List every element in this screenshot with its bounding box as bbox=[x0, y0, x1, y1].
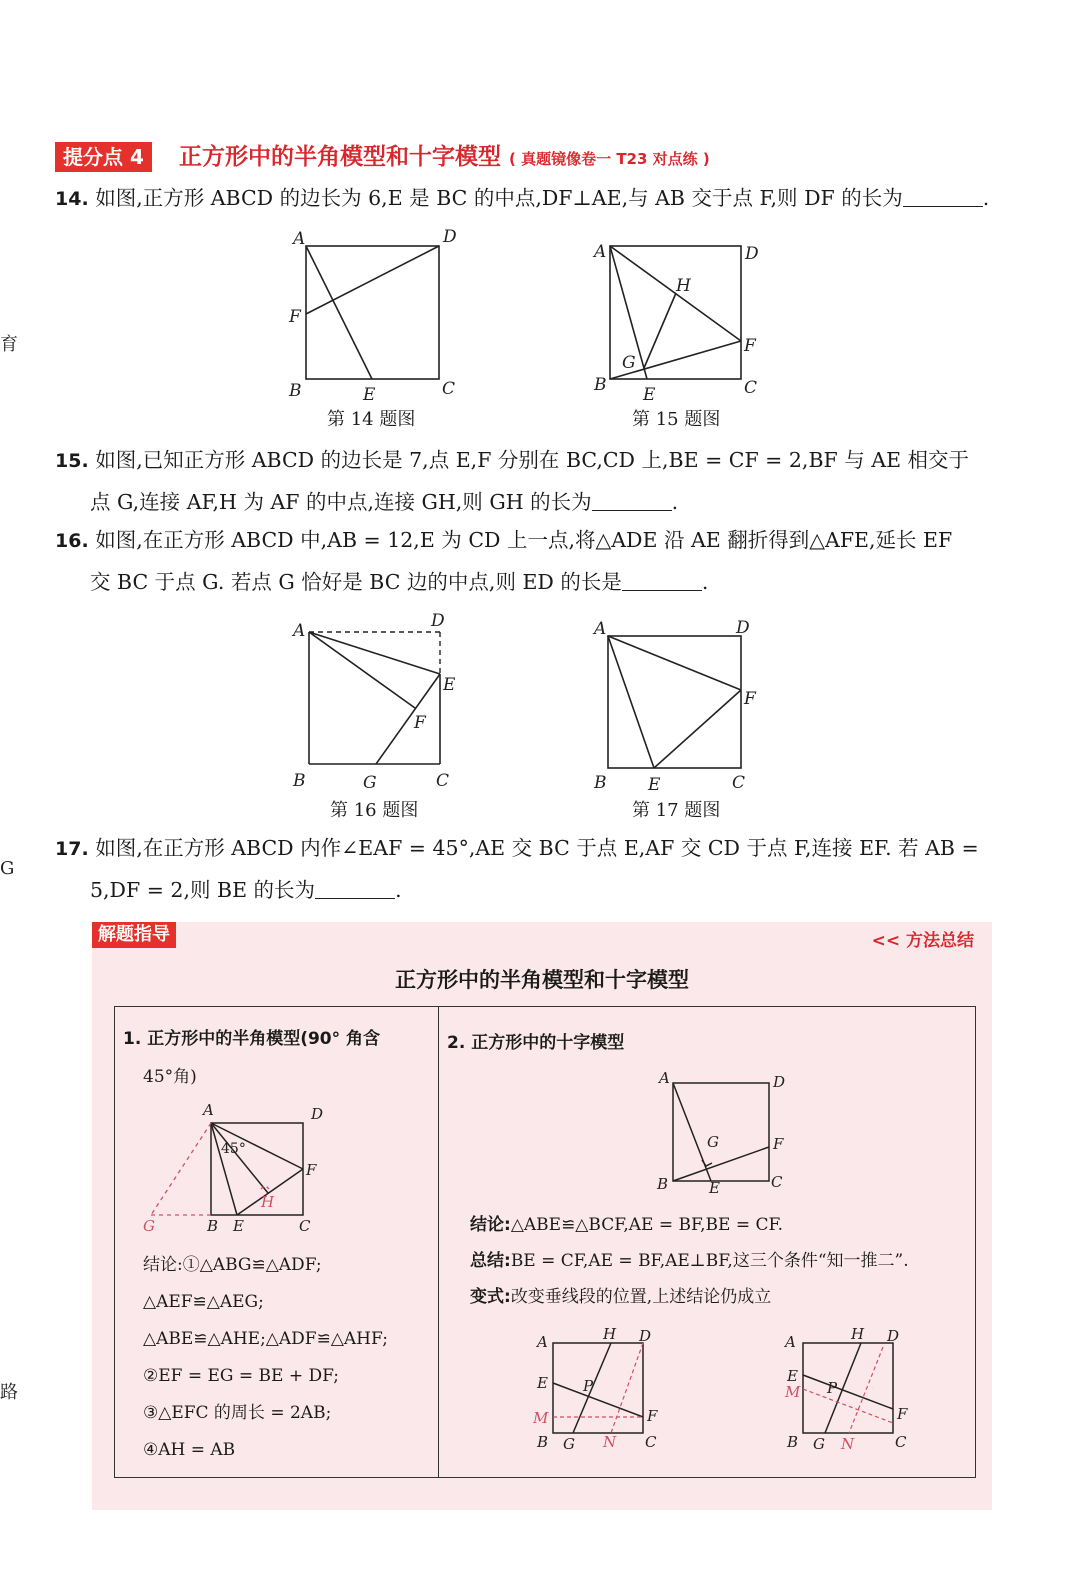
v2-label-e: E bbox=[787, 1367, 798, 1385]
variant-figure-1 bbox=[527, 1325, 677, 1455]
cross-model-figure bbox=[655, 1063, 795, 1193]
figure-15-svg bbox=[588, 238, 768, 408]
question-17-end: . bbox=[395, 878, 402, 902]
question-16 bbox=[55, 520, 1000, 603]
v2-label-n: N bbox=[841, 1435, 855, 1453]
fig16-label-e: E bbox=[443, 675, 456, 695]
section-title-text: 正方形中的半角模型和十字模型 bbox=[179, 144, 501, 170]
fig16-line-ae bbox=[309, 632, 440, 674]
v2-label-g: G bbox=[813, 1435, 825, 1453]
half-angle-conclusion-5: ③△EFC 的周长 = 2AB; bbox=[143, 1403, 332, 1423]
solution-guide bbox=[92, 922, 992, 1510]
figure-14 bbox=[285, 226, 465, 406]
guide-badge: 解题指导 bbox=[92, 922, 176, 948]
guide-method-summary: << 方法总结 bbox=[871, 931, 974, 951]
question-17-number: 17. bbox=[55, 838, 89, 860]
caption-14: 第 14 题图 bbox=[327, 409, 416, 430]
fig15-label-b: B bbox=[594, 375, 607, 395]
question-16-end: . bbox=[701, 570, 709, 594]
fig14-label-d: D bbox=[443, 227, 457, 247]
question-15-end: . bbox=[671, 490, 679, 514]
question-17 bbox=[55, 828, 1000, 911]
v1-label-h: H bbox=[603, 1325, 617, 1343]
fig15-label-g: G bbox=[622, 353, 636, 373]
side-mark-3: 路 bbox=[0, 1382, 18, 1403]
figure-16 bbox=[285, 612, 465, 792]
v1-label-m: M bbox=[533, 1409, 549, 1427]
fig14-square bbox=[306, 246, 439, 379]
v2-label-b: B bbox=[787, 1433, 799, 1451]
guide-column-divider bbox=[438, 1007, 439, 1477]
caption-17: 第 17 题图 bbox=[632, 800, 721, 821]
question-17-text-2: 5,DF = 2,则 BE 的长为 bbox=[90, 878, 316, 902]
cm-square bbox=[673, 1083, 769, 1181]
question-16-number: 16. bbox=[55, 530, 89, 552]
v1-label-g: G bbox=[563, 1435, 575, 1453]
v1-label-a: A bbox=[537, 1333, 548, 1351]
v2-dashed-line-m bbox=[803, 1389, 893, 1423]
fig16-line-af bbox=[309, 632, 415, 708]
v2-label-h: H bbox=[851, 1325, 865, 1343]
v1-dashed-dn bbox=[611, 1343, 643, 1433]
ha-label-d: D bbox=[311, 1105, 324, 1123]
side-mark-1: 育 bbox=[0, 334, 18, 355]
question-15-text-2: 点 G,连接 AF,H 为 AF 的中点,连接 GH,则 GH 的长为 bbox=[90, 490, 592, 514]
half-angle-conclusion-1: 结论:①△ABG≌△ADF; bbox=[143, 1255, 322, 1275]
fig15-label-e: E bbox=[643, 385, 656, 405]
cross-model-summary: 总结:BE = CF,AE = BF,AE⊥BF,这三个条件“知一推二”. bbox=[470, 1251, 909, 1271]
v1-line-ef bbox=[553, 1383, 643, 1417]
fig16-label-b: B bbox=[293, 771, 306, 791]
question-15-line-2 bbox=[55, 482, 1000, 523]
side-mark-2: G bbox=[0, 858, 15, 879]
guide-content-box bbox=[114, 1006, 976, 1478]
cm-label-c: C bbox=[771, 1173, 783, 1191]
variant-figure-2 bbox=[775, 1323, 925, 1453]
fig17-label-f: F bbox=[744, 689, 756, 709]
fig14-label-a: A bbox=[293, 229, 306, 249]
section-badge: 提分点 4 bbox=[55, 142, 152, 172]
fig14-label-f: F bbox=[289, 307, 301, 327]
v1-label-e: E bbox=[537, 1374, 548, 1392]
question-17-line-1 bbox=[55, 828, 1000, 870]
v1-label-d: D bbox=[639, 1327, 652, 1345]
question-16-line-2 bbox=[55, 562, 1000, 603]
v2-label-d: D bbox=[887, 1327, 900, 1345]
fig15-label-a: A bbox=[594, 242, 607, 262]
ha-label-g: G bbox=[143, 1217, 155, 1235]
v2-label-f: F bbox=[897, 1405, 908, 1423]
figure-17 bbox=[588, 616, 768, 796]
fig17-label-e: E bbox=[648, 775, 661, 795]
fig14-label-c: C bbox=[442, 379, 456, 399]
cm-label-d: D bbox=[773, 1073, 786, 1091]
ha-label-h: H bbox=[261, 1193, 275, 1211]
ha-label-a: A bbox=[203, 1101, 214, 1119]
question-17-line-2 bbox=[55, 870, 1000, 911]
ha-label-e: E bbox=[233, 1217, 244, 1235]
question-16-text-2: 交 BC 于点 G. 若点 G 恰好是 BC 边的中点,则 ED 的长是 bbox=[90, 570, 622, 594]
ha-label-c: C bbox=[299, 1217, 311, 1235]
guide-title: 正方形中的半角模型和十字模型 bbox=[395, 968, 689, 992]
cross-model-figure-svg bbox=[655, 1063, 795, 1193]
ha-line-ah bbox=[211, 1123, 268, 1193]
half-angle-heading-1: 1. 正方形中的半角模型(90° 角含 bbox=[123, 1029, 381, 1049]
half-angle-heading-2: 45°角) bbox=[143, 1067, 197, 1087]
v1-label-p: P bbox=[583, 1377, 594, 1395]
v1-label-n: N bbox=[603, 1433, 617, 1451]
v2-label-c: C bbox=[895, 1433, 907, 1451]
cm-label-a: A bbox=[659, 1069, 670, 1087]
figure-14-svg bbox=[285, 226, 465, 406]
fig14-line-df bbox=[306, 246, 439, 314]
fig16-label-g: G bbox=[363, 773, 377, 792]
answer-blank-16[interactable] bbox=[622, 568, 702, 591]
question-14-end: . bbox=[982, 186, 990, 210]
variant-figure-2-svg bbox=[775, 1323, 925, 1453]
v2-line-ef bbox=[803, 1375, 893, 1409]
fig17-square bbox=[608, 636, 741, 768]
ha-dashed-ag bbox=[151, 1123, 211, 1215]
v1-label-c: C bbox=[645, 1433, 657, 1451]
half-angle-figure-svg bbox=[143, 1101, 333, 1241]
cm-label-g: G bbox=[707, 1133, 719, 1151]
question-15-line-1 bbox=[55, 440, 1000, 482]
fig17-line-af bbox=[608, 636, 741, 690]
caption-15: 第 15 题图 bbox=[632, 409, 721, 430]
fig17-label-a: A bbox=[594, 619, 607, 639]
question-14-text: 如图,正方形 ABCD 的边长为 6,E 是 BC 的中点,DF⊥AE,与 AB 交于点 F,则 DF 的长为 bbox=[95, 186, 903, 210]
half-angle-figure bbox=[143, 1101, 333, 1241]
question-15 bbox=[55, 440, 1000, 523]
cm-label-f: F bbox=[773, 1135, 784, 1153]
half-angle-conclusion-3: △ABE≌△AHE;△ADF≌△AHF; bbox=[143, 1329, 388, 1349]
cross-model-variant: 变式:改变垂线段的位置,上述结论仍成立 bbox=[470, 1287, 772, 1307]
answer-blank-17[interactable] bbox=[315, 876, 395, 899]
ha-label-b: B bbox=[207, 1217, 219, 1235]
answer-blank-14[interactable] bbox=[903, 184, 983, 207]
fig15-line-gh bbox=[644, 293, 676, 368]
question-16-text-1: 如图,在正方形 ABCD 中,AB = 12,E 为 CD 上一点,将△ADE 沿 AE 翻折得到△AFE,延长 EF bbox=[95, 528, 953, 552]
v2-label-a: A bbox=[785, 1333, 796, 1351]
v2-label-p: P bbox=[827, 1379, 838, 1397]
question-14 bbox=[55, 178, 1000, 220]
figure-15 bbox=[588, 238, 768, 408]
fig16-label-a: A bbox=[293, 621, 306, 641]
cm-line-bf bbox=[673, 1147, 769, 1181]
v1-label-f: F bbox=[647, 1407, 658, 1425]
fig17-label-c: C bbox=[732, 773, 746, 793]
fig15-label-h: H bbox=[676, 276, 691, 296]
question-16-line-1 bbox=[55, 520, 1000, 562]
variant-figure-1-svg bbox=[527, 1325, 677, 1455]
fig14-line-ae bbox=[306, 246, 372, 379]
fig17-line-ef bbox=[654, 690, 741, 768]
figure-17-svg bbox=[588, 616, 768, 796]
fig15-label-d: D bbox=[745, 244, 759, 264]
v2-label-m: M bbox=[785, 1383, 801, 1401]
figure-16-svg bbox=[285, 612, 465, 792]
ha-line-ae bbox=[211, 1123, 237, 1215]
fig14-label-b: B bbox=[289, 381, 302, 401]
answer-blank-15[interactable] bbox=[592, 488, 672, 511]
fig17-label-d: D bbox=[736, 618, 750, 638]
v1-label-b: B bbox=[537, 1433, 549, 1451]
cm-right-angle bbox=[702, 1160, 712, 1166]
caption-16: 第 16 题图 bbox=[330, 800, 419, 821]
ha-label-f: F bbox=[306, 1161, 317, 1179]
cm-label-b: B bbox=[657, 1175, 669, 1193]
half-angle-conclusion-4: ②EF = EG = BE + DF; bbox=[143, 1366, 340, 1386]
question-14-number: 14. bbox=[55, 188, 89, 210]
cross-model-heading: 2. 正方形中的十字模型 bbox=[447, 1033, 625, 1053]
ha-label-45: 45° bbox=[221, 1141, 246, 1157]
section-title bbox=[179, 142, 710, 174]
fig16-label-d: D bbox=[431, 612, 445, 631]
fig16-label-c: C bbox=[436, 771, 450, 791]
fig15-label-f: F bbox=[744, 336, 756, 356]
half-angle-conclusion-2: △AEF≌△AEG; bbox=[143, 1292, 264, 1312]
question-17-text-1: 如图,在正方形 ABCD 内作∠EAF = 45°,AE 交 BC 于点 E,AF 交 CD 于点 F,连接 EF. 若 AB = bbox=[95, 836, 979, 860]
section-subtitle: ( 真题镜像卷一 T23 对点练 ) bbox=[509, 150, 710, 168]
half-angle-conclusion-6: ④AH = AB bbox=[143, 1440, 236, 1460]
fig17-label-b: B bbox=[594, 773, 607, 793]
fig16-label-f: F bbox=[414, 713, 426, 733]
cm-label-e: E bbox=[709, 1179, 720, 1193]
cross-model-conclusion: 结论:△ABE≌△BCF,AE = BF,BE = CF. bbox=[470, 1215, 784, 1235]
section-header bbox=[55, 142, 1055, 174]
fig15-label-c: C bbox=[744, 378, 758, 398]
question-15-number: 15. bbox=[55, 450, 89, 472]
fig17-line-ae bbox=[608, 636, 654, 768]
question-15-text-1: 如图,已知正方形 ABCD 的边长是 7,点 E,F 分别在 BC,CD 上,BE = CF = 2,BF 与 AE 相交于 bbox=[95, 448, 970, 472]
fig14-label-e: E bbox=[363, 385, 376, 405]
